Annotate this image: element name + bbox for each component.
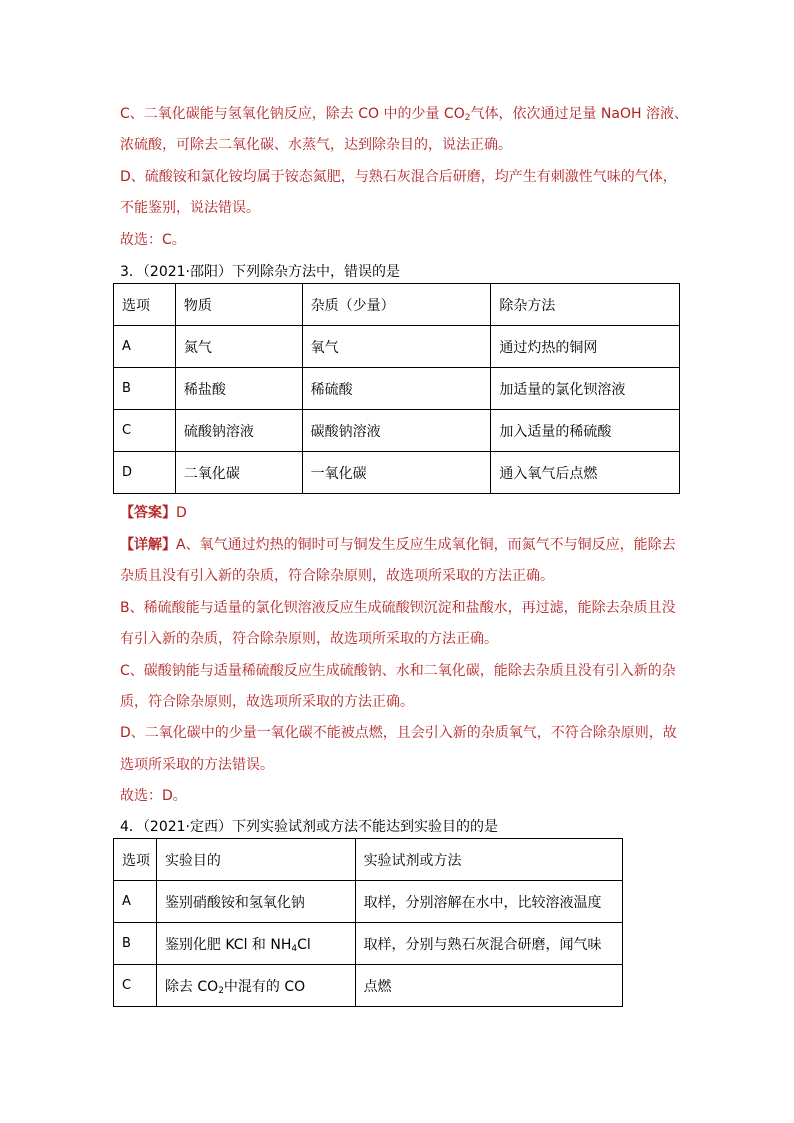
- table-row: [114, 923, 623, 965]
- table-cell: 取样，分别与熟石灰混合研磨，闻气味: [355, 923, 622, 965]
- table-cell: [156, 923, 355, 965]
- text: 气体，依次通过足量 NaOH 溶液、: [470, 106, 688, 122]
- q3-detail-b-line2: 有引入新的杂质，符合除杂原则，故选项所采取的方法正确。: [120, 631, 498, 647]
- table-cell: 一氧化碳: [302, 452, 491, 494]
- table-cell: 碳酸钠溶液: [302, 410, 491, 452]
- table-row: [114, 965, 623, 1007]
- table-cell: D: [114, 452, 176, 494]
- table-row: [114, 881, 623, 923]
- table-cell: B: [114, 923, 157, 965]
- detail-label: 【详解】: [120, 537, 176, 553]
- table-cell: 鉴别硝酸铵和氢氧化钠: [156, 881, 355, 923]
- table-header-row: [114, 839, 623, 881]
- answer-label: 【答案】: [120, 505, 176, 521]
- text: A、氧气通过灼热的铜时可与铜发生反应生成氧化铜，而氮气不与铜反应，能除去: [176, 537, 676, 553]
- table-cell: [156, 965, 355, 1007]
- table-cell: 通入氧气后点燃: [491, 452, 680, 494]
- subscript: 2: [464, 113, 471, 123]
- table-cell: 稀硫酸: [302, 368, 491, 410]
- text: 鉴别化肥 KCl 和 NH: [164, 936, 292, 953]
- text: C、二氧化碳能与氢氧化钠反应，除去 CO 中的少量 CO: [120, 106, 465, 122]
- q3-detail-c-line1: C、碳酸钠能与适量稀硫酸反应生成硫酸钠、水和二氧化碳，能除去杂质且没有引入新的杂: [120, 663, 676, 679]
- table-cell: B: [114, 368, 176, 410]
- table-cell: 氧气: [302, 326, 491, 368]
- table-cell: A: [114, 881, 157, 923]
- table-row: [114, 410, 680, 452]
- table-cell: 稀盐酸: [175, 368, 302, 410]
- q2-choose: 故选：C。: [120, 232, 186, 248]
- q2-option-c-line2: 浓硫酸，可除去二氧化碳、水蒸气，达到除杂目的，说法正确。: [120, 137, 512, 153]
- table-header-row: [114, 284, 680, 326]
- q2-option-c-line1: [120, 103, 688, 123]
- table-cell: 加入适量的稀硫酸: [491, 410, 680, 452]
- header-cell: 选项: [114, 839, 157, 881]
- table-cell: 二氧化碳: [175, 452, 302, 494]
- subscript: 2: [218, 985, 224, 996]
- q3-question: 3．（2021·邵阳）下列除杂方法中，错误的是: [120, 264, 400, 280]
- table-cell: 氮气: [175, 326, 302, 368]
- q3-detail-b-line1: B、稀硫酸能与适量的氯化钡溶液反应生成硫酸钡沉淀和盐酸水，再过滤，能除去杂质且没: [120, 600, 676, 616]
- q2-option-d-line1: D、硫酸铵和氯化铵均属于铵态氮肥，与熟石灰混合后研磨，均产生有刺激性气味的气体，: [120, 169, 677, 185]
- text: 除去 CO: [164, 978, 219, 995]
- q3-detail-a-line2: 杂质且没有引入新的杂质，符合除杂原则，故选项所采取的方法正确。: [120, 568, 554, 584]
- table-cell: 取样，分别溶解在水中，比较溶液温度: [355, 881, 622, 923]
- table-cell: C: [114, 965, 157, 1007]
- table-row: [114, 326, 680, 368]
- header-cell: 除杂方法: [491, 284, 680, 326]
- header-cell: 实验试剂或方法: [355, 839, 622, 881]
- q4-table: [113, 838, 623, 1007]
- table-row: [114, 452, 680, 494]
- table-cell: C: [114, 410, 176, 452]
- q3-detail-c-line2: 质，符合除杂原则，故选项所采取的方法正确。: [120, 694, 414, 710]
- header-cell: 物质: [175, 284, 302, 326]
- header-cell: 选项: [114, 284, 176, 326]
- text: 中混有的 CO: [223, 978, 306, 995]
- q3-detail-a-line1: [120, 534, 676, 554]
- table-cell: 硫酸钠溶液: [175, 410, 302, 452]
- subscript: 4: [291, 943, 298, 954]
- table-cell: 通过灼热的铜网: [491, 326, 680, 368]
- table-row: [114, 368, 680, 410]
- header-cell: 杂质（少量）: [302, 284, 491, 326]
- q3-answer: [120, 502, 187, 522]
- header-cell: 实验目的: [156, 839, 355, 881]
- q3-table: [113, 283, 680, 494]
- q2-option-d-line2: 不能鉴别，说法错误。: [120, 200, 260, 216]
- table-cell: 点燃: [355, 965, 622, 1007]
- table-cell: 加适量的氯化钡溶液: [491, 368, 680, 410]
- q3-choose: 故选：D。: [120, 788, 187, 804]
- q3-detail-d-line1: D、二氧化碳中的少量一氧化碳不能被点燃，且会引入新的杂质氧气，不符合除杂原则，故: [120, 725, 677, 741]
- answer-value: D: [176, 505, 187, 521]
- text: Cl: [297, 936, 311, 953]
- table-cell: A: [114, 326, 176, 368]
- q4-question: 4．（2021·定西）下列实验试剂或方法不能达到实验目的的是: [120, 819, 498, 835]
- q3-detail-d-line2: 选项所采取的方法错误。: [120, 757, 274, 773]
